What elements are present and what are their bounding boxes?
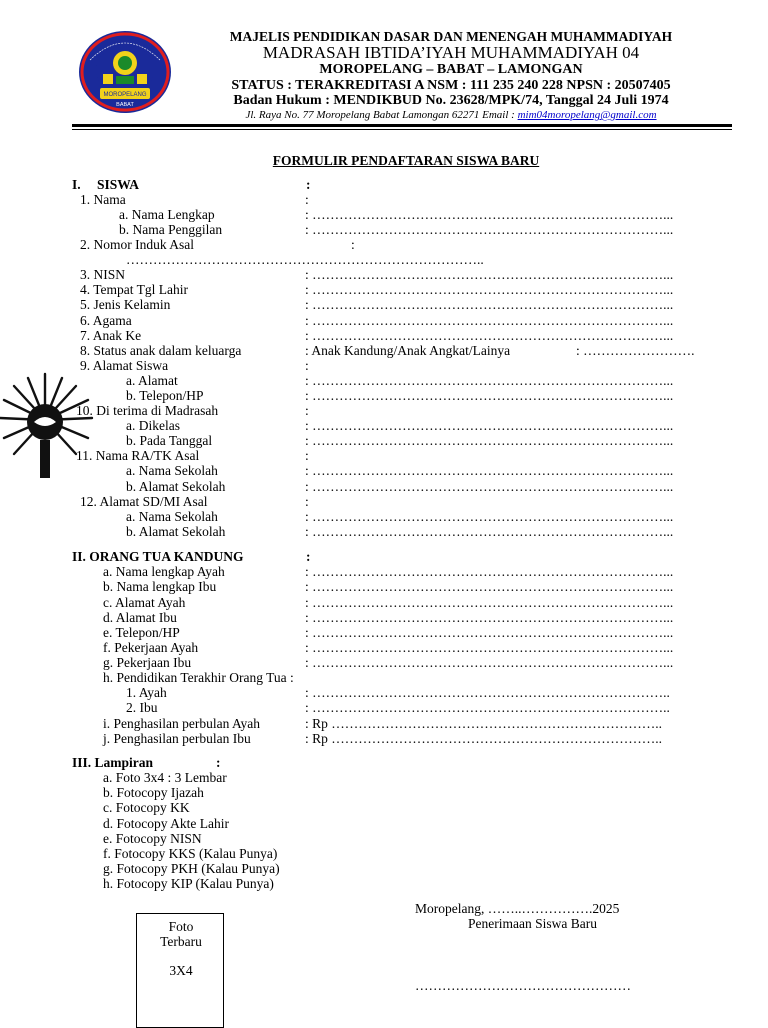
list-item: e. Fotocopy NISN [103, 831, 202, 846]
field-nomor-induk-dots[interactable]: …………………………………………………………………….. [126, 252, 484, 267]
field-nama-lengkap[interactable]: a. Nama Lengkap : ……………………………………………………………………... [119, 207, 674, 222]
field-diterima: 10. Di terima di Madrasah : [76, 403, 309, 418]
field-alamat-ibu[interactable]: d. Alamat Ibu : ……………………………………………………………………... [103, 610, 674, 625]
field-anak-ke[interactable]: 7. Anak Ke : ……………………………………………………………………... [80, 328, 674, 343]
photo-box: Foto Terbaru 3X4 [136, 913, 224, 1028]
list-item: g. Fotocopy PKH (Kalau Punya) [103, 861, 280, 876]
field-pendidikan-ibu[interactable]: 2. Ibu : …………………………………………………………………….. [126, 700, 670, 715]
field-dikelas[interactable]: a. Dikelas : ……………………………………………………………………... [126, 418, 674, 433]
field-pekerjaan-ibu[interactable]: g. Pekerjaan Ibu : ……………………………………………………………………... [103, 655, 674, 670]
list-item: b. Fotocopy Ijazah [103, 785, 204, 800]
field-jenis-kelamin[interactable]: 5. Jenis Kelamin : ……………………………………………………………………... [80, 297, 674, 312]
signature-line[interactable]: ………………………………………… [415, 978, 631, 993]
email-link[interactable]: mim04moropelang@gmail.com [517, 109, 657, 121]
svg-text:BABAT: BABAT [116, 102, 134, 108]
receiver-title: Penerimaan Siswa Baru [468, 916, 597, 931]
school-logo [78, 30, 172, 114]
field-alamat[interactable]: a. Alamat : ……………………………………………………………………... [126, 373, 674, 388]
field-ratk-nama-sekolah[interactable]: a. Nama Sekolah : ……………………………………………………………………... [126, 463, 674, 478]
field-nama-ayah[interactable]: a. Nama lengkap Ayah : ……………………………………………………………………... [103, 564, 674, 579]
header-rule-thin [72, 129, 732, 130]
field-pendidikan-ayah[interactable]: 1. Ayah : …………………………………………………………………….. [126, 685, 670, 700]
field-nama: 1. Nama : [80, 192, 309, 207]
field-pendidikan: h. Pendidikan Terakhir Orang Tua : [103, 670, 294, 685]
place-date[interactable]: Moropelang, ……..…………….2025 [415, 901, 620, 916]
field-nisn[interactable]: 3. NISN : ……………………………………………………………………... [80, 267, 674, 282]
field-sdmi-nama-sekolah[interactable]: a. Nama Sekolah : ……………………………………………………………………... [126, 509, 674, 524]
school-name: MADRASAH IBTIDA’IYAH MUHAMMADIYAH 04 [262, 43, 640, 62]
field-pada-tanggal[interactable]: b. Pada Tanggal : ……………………………………………………………………... [126, 433, 674, 448]
field-nomor-induk: 2. Nomor Induk Asal : [80, 237, 355, 252]
field-alamat-siswa: 9. Alamat Siswa : [80, 358, 309, 373]
header-rule-thick [72, 124, 732, 127]
field-penghasilan-ibu[interactable]: j. Penghasilan perbulan Ibu : Rp ……………………………………………………………….. [103, 731, 663, 746]
form-title: FORMULIR PENDAFTARAN SISWA BARU [272, 153, 540, 168]
section-orang-tua: II. ORANG TUA KANDUNG : [72, 549, 311, 564]
list-item: f. Fotocopy KKS (Kalau Punya) [103, 846, 278, 861]
section-siswa: I. SISWA : [72, 177, 311, 192]
field-status-anak[interactable]: 8. Status anak dalam keluarga : Anak Kandung/Anak Angkat/Lainya : ……………………. [80, 343, 695, 358]
field-pekerjaan-ayah[interactable]: f. Pekerjaan Ayah : ……………………………………………………………………... [103, 640, 674, 655]
accreditation-status: STATUS : TERAKREDITASI A NSM : 111 235 240 228 NPSN : 20507405 [231, 78, 671, 93]
field-sdmi-alamat-sekolah[interactable]: b. Alamat Sekolah : ……………………………………………………………………... [126, 524, 674, 539]
list-item: a. Foto 3x4 : 3 Lembar [103, 770, 227, 785]
school-address: Jl. Raya No. 77 Moropelang Babat Lamongan 62271 Email : mim04moropelang@gmail.com [245, 109, 657, 121]
field-penghasilan-ayah[interactable]: i. Penghasilan perbulan Ayah : Rp ……………………………………………………………….. [103, 716, 663, 731]
list-item: h. Fotocopy KIP (Kalau Punya) [103, 876, 274, 891]
field-nama-ibu[interactable]: b. Nama lengkap Ibu : ……………………………………………………………………... [103, 579, 674, 594]
school-location: MOROPELANG – BABAT – LAMONGAN [319, 62, 583, 77]
svg-text:MOROPELANG: MOROPELANG [103, 92, 147, 98]
field-ratk-asal: 11. Nama RA/TK Asal : [76, 448, 309, 463]
field-sdmi-asal: 12. Alamat SD/MI Asal : [80, 494, 309, 509]
list-item: c. Fotocopy KK [103, 800, 190, 815]
field-nama-panggilan[interactable]: b. Nama Penggilan : ……………………………………………………………………... [119, 222, 674, 237]
field-ttl[interactable]: 4. Tempat Tgl Lahir : ……………………………………………………………………... [80, 282, 674, 297]
section-lampiran: III. Lampiran : [72, 755, 221, 770]
field-telepon-ortu[interactable]: e. Telepon/HP : ……………………………………………………………………... [103, 625, 674, 640]
council-name: MAJELIS PENDIDIKAN DASAR DAN MENENGAH MUHAMMADIYAH [229, 29, 673, 44]
field-telepon[interactable]: b. Telepon/HP : ……………………………………………………………………... [126, 388, 674, 403]
field-ratk-alamat-sekolah[interactable]: b. Alamat Sekolah : ……………………………………………………………………... [126, 479, 674, 494]
field-alamat-ayah[interactable]: c. Alamat Ayah : ……………………………………………………………………... [103, 595, 674, 610]
field-agama[interactable]: 6. Agama : ……………………………………………………………………... [80, 313, 674, 328]
legal-entity: Badan Hukum : MENDIKBUD No. 23628/MPK/74, Tanggal 24 Juli 1974 [233, 93, 669, 108]
list-item: d. Fotocopy Akte Lahir [103, 816, 229, 831]
